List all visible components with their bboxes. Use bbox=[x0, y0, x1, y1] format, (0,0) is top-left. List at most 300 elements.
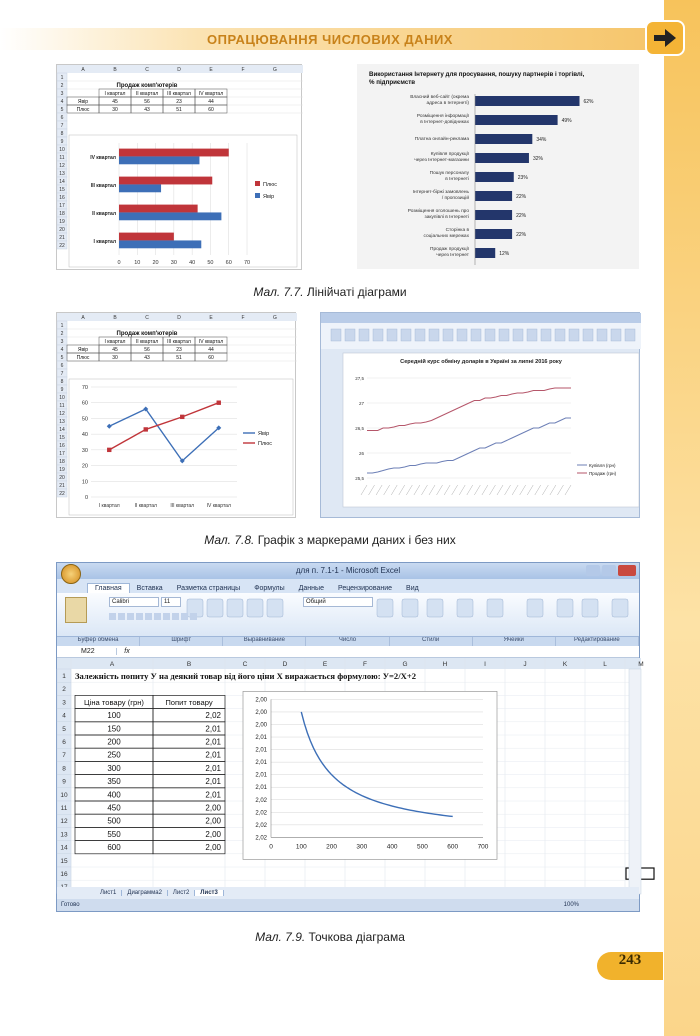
category-label: II квартал bbox=[92, 211, 116, 217]
cell-value: 45 bbox=[112, 99, 118, 105]
category-label: в Інтернет-довідниках bbox=[420, 120, 469, 125]
zoom-level[interactable]: 100% bbox=[563, 902, 579, 908]
ribbon-icon bbox=[247, 599, 263, 617]
ribbon-tab[interactable]: Вид bbox=[406, 585, 419, 592]
demand-value: 2,00 bbox=[205, 843, 221, 853]
sheet-tabs bbox=[57, 887, 639, 899]
font-size-select[interactable]: 11 bbox=[161, 597, 181, 607]
number-format-select[interactable]: Общий bbox=[303, 597, 373, 607]
x-tick-label: IV квартал bbox=[206, 503, 231, 509]
row-number: 4 bbox=[62, 712, 66, 720]
row-number: 18 bbox=[59, 211, 65, 217]
row-number: 12 bbox=[60, 818, 68, 826]
cell-value: 51 bbox=[176, 107, 182, 113]
row-number: 18 bbox=[59, 459, 65, 465]
ribbon-icon bbox=[625, 329, 635, 341]
x-tick-label: 50 bbox=[207, 260, 214, 266]
category-label: закупівлі в Інтернеті bbox=[424, 215, 469, 220]
fig77-num: Мал. 7.7. bbox=[253, 285, 304, 299]
bar bbox=[475, 153, 529, 163]
cell-value: 23 bbox=[176, 347, 182, 353]
header-label: IV квартал bbox=[198, 339, 224, 345]
excel-window-title: для п. 7.1-1 - Microsoft Excel bbox=[295, 566, 401, 575]
price-value: 300 bbox=[107, 763, 121, 773]
row-number: 22 bbox=[59, 491, 65, 497]
value-label: 62% bbox=[583, 99, 594, 105]
demand-value: 2,01 bbox=[205, 737, 221, 747]
chart-area bbox=[343, 353, 639, 507]
value-label: 23% bbox=[517, 175, 528, 181]
legend-label: Плюс bbox=[263, 182, 278, 188]
ribbon-icon bbox=[557, 599, 573, 617]
format-icon bbox=[154, 613, 161, 620]
demand-value: 2,01 bbox=[205, 763, 221, 773]
sales-table-title: Продаж комп'ютерів bbox=[116, 331, 178, 337]
row-number: 9 bbox=[62, 778, 66, 786]
y-tick-label: 40 bbox=[81, 432, 88, 439]
column-letter: L bbox=[603, 661, 607, 668]
row-number: 7 bbox=[62, 752, 66, 760]
y-tick-label: 2,02 bbox=[255, 810, 267, 817]
vertical-scrollbar bbox=[629, 669, 641, 894]
value-label: 22% bbox=[516, 194, 527, 200]
value-label: 22% bbox=[516, 232, 527, 238]
ribbon-group-label: Стили bbox=[390, 637, 473, 646]
bar-Явір bbox=[119, 184, 161, 192]
cell-value: 43 bbox=[144, 107, 150, 113]
column-letter: D bbox=[177, 315, 181, 321]
column-letter: G bbox=[273, 67, 277, 73]
bar-Плюс bbox=[119, 233, 174, 241]
ribbon-icon bbox=[457, 329, 467, 341]
row-number: 5 bbox=[60, 355, 64, 361]
marker bbox=[180, 415, 184, 419]
x-tick-label: 500 bbox=[416, 843, 428, 851]
demand-value: 2,01 bbox=[205, 777, 221, 787]
fig78-sheet bbox=[56, 312, 296, 518]
ribbon-groups bbox=[57, 637, 639, 646]
bar-Плюс bbox=[119, 149, 229, 157]
y-tick-label: 2,01 bbox=[255, 772, 267, 779]
x-tick-label: 30 bbox=[170, 260, 177, 266]
ribbon-icon bbox=[267, 599, 283, 617]
page-header-title: ОПРАЦЮВАННЯ ЧИСЛОВИХ ДАНИХ bbox=[207, 32, 453, 47]
x-tick-label: 100 bbox=[295, 843, 307, 851]
cell-value: 44 bbox=[208, 99, 214, 105]
demand-value: 2,00 bbox=[205, 816, 221, 826]
window-max-button[interactable] bbox=[602, 565, 616, 576]
ribbon-tab[interactable]: Данные bbox=[298, 585, 324, 592]
x-tick-label: III квартал bbox=[170, 503, 195, 509]
demand-header: Попит товару bbox=[165, 697, 213, 707]
category-label: III квартал bbox=[90, 183, 116, 189]
x-tick-label: 40 bbox=[189, 260, 196, 266]
x-tick-label: 400 bbox=[386, 843, 398, 851]
column-letter: H bbox=[442, 661, 448, 668]
marker bbox=[107, 448, 111, 452]
row-number: 21 bbox=[59, 483, 65, 489]
demand-value: 2,00 bbox=[205, 829, 221, 839]
ribbon-group-label: Шрифт bbox=[140, 637, 223, 646]
demand-value: 2,01 bbox=[205, 750, 221, 760]
marker bbox=[144, 427, 148, 431]
ribbon-icon bbox=[387, 329, 397, 341]
row-number: 1 bbox=[60, 75, 64, 81]
row-number: 12 bbox=[59, 411, 65, 417]
ribbon-icon bbox=[527, 599, 543, 617]
ribbon-icon bbox=[429, 329, 439, 341]
legend-label: Продаж (грн) bbox=[589, 471, 617, 476]
row-number: 1 bbox=[62, 673, 66, 680]
excel-window bbox=[56, 562, 644, 912]
value-label: 32% bbox=[532, 156, 543, 162]
category-label: Пошук персоналу bbox=[429, 171, 469, 176]
row-number: 7 bbox=[60, 123, 64, 129]
column-letter: C bbox=[145, 67, 149, 73]
format-icon bbox=[109, 613, 116, 620]
fx-icon[interactable]: fx bbox=[124, 648, 130, 655]
y-tick-label: 2,00 bbox=[255, 709, 267, 716]
ribbon-icon bbox=[569, 329, 579, 341]
category-label: / пропозицій bbox=[441, 196, 469, 201]
x-tick-label: 70 bbox=[243, 260, 251, 266]
row-number: 17 bbox=[59, 203, 65, 209]
column-letter: A bbox=[81, 67, 85, 73]
status-text: Готово bbox=[61, 902, 80, 908]
fig79-caption bbox=[0, 930, 660, 944]
format-icon bbox=[190, 613, 197, 620]
row-number: 13 bbox=[60, 831, 68, 839]
ribbon-icon bbox=[401, 329, 411, 341]
row-number: 4 bbox=[60, 347, 64, 353]
category-label: I квартал bbox=[93, 239, 116, 245]
row-number: 11 bbox=[59, 155, 65, 161]
y-tick-label: 25,5 bbox=[355, 476, 364, 481]
price-value: 550 bbox=[107, 829, 121, 839]
bar bbox=[475, 248, 495, 258]
chart-title-line2: % підприємств bbox=[369, 79, 416, 86]
ribbon-icon bbox=[485, 329, 495, 341]
ribbon-tab[interactable]: Разметка страницы bbox=[176, 585, 241, 592]
category-label: Продаж продукції bbox=[430, 247, 469, 252]
ribbon bbox=[57, 593, 639, 637]
bar bbox=[475, 229, 512, 239]
category-label: Сторінка в bbox=[445, 228, 469, 233]
y-tick-label: 2,01 bbox=[255, 760, 267, 767]
sheet-tab[interactable]: Лист1 bbox=[95, 890, 122, 896]
format-icon bbox=[118, 613, 125, 620]
y-tick-label: 10 bbox=[81, 479, 88, 486]
header-label: III квартал bbox=[167, 91, 191, 97]
price-value: 150 bbox=[107, 724, 121, 734]
window-titlebar bbox=[321, 313, 641, 323]
cell-value: 60 bbox=[208, 107, 214, 113]
bar bbox=[475, 96, 580, 106]
ribbon-icon bbox=[597, 329, 607, 341]
header-label: II квартал bbox=[135, 91, 159, 97]
ribbon-icon bbox=[227, 599, 243, 617]
demand-value: 2,01 bbox=[205, 724, 221, 734]
cell-value: 56 bbox=[144, 347, 150, 353]
row-number: 16 bbox=[60, 871, 68, 878]
fig79-num: Мал. 7.9. bbox=[255, 930, 306, 944]
bar-Плюс bbox=[119, 177, 212, 185]
bar-Плюс bbox=[119, 205, 198, 213]
ribbon-icon bbox=[582, 599, 598, 617]
row-number: 13 bbox=[59, 419, 65, 425]
arrow-right-icon bbox=[652, 28, 678, 48]
row-number: 15 bbox=[59, 435, 65, 441]
ribbon-tab[interactable]: Вставка bbox=[136, 585, 163, 592]
row-number: 11 bbox=[59, 403, 65, 409]
cell-value: 43 bbox=[144, 355, 150, 361]
y-tick-label: 2,01 bbox=[255, 747, 267, 754]
ribbon-icon bbox=[373, 329, 383, 341]
row-number: 10 bbox=[59, 395, 65, 401]
price-header: Ціна товару (грн) bbox=[84, 697, 144, 707]
excel-grid bbox=[57, 658, 644, 894]
header-label: I квартал bbox=[104, 339, 126, 345]
y-tick-label: 27,5 bbox=[355, 376, 364, 381]
next-arrow-button[interactable] bbox=[645, 20, 685, 56]
ribbon-icon bbox=[443, 329, 453, 341]
ribbon-tab[interactable]: Главная bbox=[87, 583, 130, 593]
ribbon-icon bbox=[612, 599, 628, 617]
bar bbox=[475, 172, 514, 182]
sheet-heading: Залежність попиту У на деякий товар від його ціни Х виражається формулою: У=2/Х+2 bbox=[75, 671, 417, 681]
ribbon-icons bbox=[57, 593, 641, 637]
ribbon-icon bbox=[555, 329, 565, 341]
chart-area bbox=[69, 379, 293, 515]
ribbon-group-label: Выравнивание bbox=[223, 637, 306, 646]
value-label: 34% bbox=[536, 137, 547, 143]
legend-label: Купівля (грн) bbox=[589, 463, 616, 468]
category-label: Платна онлайн-реклама bbox=[414, 137, 469, 142]
y-tick-label: 2,00 bbox=[255, 697, 267, 704]
y-tick-label: 50 bbox=[81, 416, 88, 423]
category-label: соціальних мережах bbox=[423, 234, 469, 239]
row-name: Плюс bbox=[76, 355, 90, 361]
row-number: 2 bbox=[60, 331, 64, 337]
row-number: 9 bbox=[60, 139, 64, 145]
x-tick-label: 300 bbox=[356, 843, 368, 851]
ribbon-icon bbox=[611, 329, 621, 341]
demand-value: 2,00 bbox=[205, 803, 221, 813]
header-label: III квартал bbox=[167, 339, 191, 345]
bar bbox=[475, 210, 512, 220]
category-label: Купівля продукції bbox=[430, 152, 469, 157]
row-number: 6 bbox=[60, 115, 64, 121]
ribbon-icon bbox=[402, 599, 418, 617]
row-number: 3 bbox=[62, 699, 66, 707]
row-number: 19 bbox=[59, 467, 65, 473]
row-number: 6 bbox=[62, 739, 66, 746]
window-min-button[interactable] bbox=[586, 565, 600, 576]
row-number: 1 bbox=[60, 323, 64, 329]
ribbon-tab[interactable]: Формулы bbox=[254, 585, 285, 592]
row-number: 9 bbox=[60, 387, 64, 393]
row-number: 20 bbox=[59, 475, 65, 481]
column-letter: A bbox=[81, 315, 85, 321]
exchange-rate-window bbox=[320, 312, 640, 518]
row-name: Плюс bbox=[76, 107, 90, 113]
y-tick-label: 26 bbox=[358, 451, 364, 456]
row-number: 14 bbox=[60, 844, 68, 852]
cell-value: 30 bbox=[112, 107, 118, 113]
category-label: в Інтернеті bbox=[445, 177, 469, 182]
internet-usage-chart bbox=[357, 64, 639, 269]
ribbon-icon bbox=[527, 329, 537, 341]
row-number: 8 bbox=[60, 379, 64, 385]
x-tick-label: 10 bbox=[134, 260, 141, 266]
fig77-sheet-svg bbox=[57, 65, 303, 271]
format-icon bbox=[181, 613, 188, 620]
value-label: 22% bbox=[516, 213, 527, 219]
ribbon-icon bbox=[513, 329, 523, 341]
chart-title-line1: Використання Інтернету для просування, пошуку партнерів і торгівлі, bbox=[369, 71, 585, 78]
row-number: 12 bbox=[59, 163, 65, 169]
fig78-text: Графік з маркерами даних і без них bbox=[257, 533, 456, 547]
row-number: 7 bbox=[60, 371, 64, 377]
window-close-button[interactable] bbox=[618, 565, 636, 576]
formula-bar bbox=[57, 646, 639, 658]
sheet-tab[interactable]: Лист2 bbox=[168, 890, 195, 896]
price-value: 600 bbox=[107, 843, 121, 853]
bar bbox=[475, 115, 558, 125]
x-tick-label: 700 bbox=[477, 843, 489, 851]
sheet-tab[interactable]: Диаграмма2 bbox=[122, 890, 168, 896]
row-number: 19 bbox=[59, 219, 65, 225]
sheet-tab[interactable]: Лист3 bbox=[195, 890, 224, 896]
font-name-select[interactable]: Calibri bbox=[109, 597, 159, 607]
row-number: 15 bbox=[60, 857, 68, 865]
row-number: 16 bbox=[59, 195, 65, 201]
y-tick-label: 60 bbox=[81, 400, 88, 407]
fig78-sheet-svg bbox=[57, 313, 297, 519]
status-bar bbox=[57, 899, 639, 911]
price-value: 200 bbox=[107, 737, 121, 747]
cell-value: 30 bbox=[112, 355, 118, 361]
column-letter: F bbox=[241, 67, 245, 73]
bar-Явір bbox=[119, 240, 201, 248]
column-letter: B bbox=[113, 315, 117, 321]
bar bbox=[475, 191, 512, 201]
row-number: 4 bbox=[60, 99, 64, 105]
header-label: I квартал bbox=[104, 91, 126, 97]
ribbon-icon bbox=[207, 599, 223, 617]
column-letter: E bbox=[209, 67, 213, 73]
legend-swatch bbox=[255, 181, 260, 186]
price-value: 450 bbox=[107, 803, 121, 813]
row-number: 13 bbox=[59, 171, 65, 177]
row-number: 20 bbox=[59, 227, 65, 233]
column-letter: B bbox=[186, 661, 192, 668]
x-tick-label: 200 bbox=[326, 843, 338, 851]
x-tick-label: 600 bbox=[447, 843, 459, 851]
header-label: IV квартал bbox=[198, 91, 224, 97]
price-value: 250 bbox=[107, 750, 121, 760]
row-name: Явір bbox=[77, 347, 89, 353]
cell-value: 51 bbox=[176, 355, 182, 361]
column-letter: C bbox=[242, 661, 248, 668]
y-tick-label: 30 bbox=[81, 447, 88, 454]
column-letter: F bbox=[363, 661, 367, 668]
ribbon-tab[interactable]: Рецензирование bbox=[337, 585, 393, 592]
row-number: 10 bbox=[60, 791, 68, 799]
formula-input[interactable] bbox=[137, 647, 639, 657]
y-tick-label: 2,01 bbox=[255, 785, 267, 792]
ribbon-icon bbox=[541, 329, 551, 341]
bar-Явір bbox=[119, 212, 221, 220]
ribbon-group-label: Число bbox=[306, 637, 389, 646]
y-tick-label: 20 bbox=[81, 463, 88, 470]
ribbon-tabs bbox=[57, 579, 639, 593]
price-value: 100 bbox=[107, 711, 121, 721]
row-number: 14 bbox=[59, 179, 65, 185]
category-label: IV квартал bbox=[90, 155, 116, 161]
marker bbox=[217, 401, 221, 405]
category-label: Розміщення оголошень про bbox=[407, 209, 469, 214]
fig77-sheet bbox=[56, 64, 302, 270]
y-tick-label: 27 bbox=[358, 401, 364, 406]
ribbon-group-label: Буфер обмена bbox=[57, 637, 140, 646]
row-number: 2 bbox=[60, 83, 64, 89]
cell-value: 44 bbox=[208, 347, 214, 353]
category-label: Розміщення інформації bbox=[416, 114, 469, 119]
column-letter: B bbox=[113, 67, 117, 73]
ribbon-icon bbox=[415, 329, 425, 341]
format-icon bbox=[136, 613, 143, 620]
row-number: 10 bbox=[59, 147, 65, 153]
column-letter: E bbox=[209, 315, 213, 321]
fig77-caption bbox=[0, 285, 660, 299]
side-strip bbox=[664, 0, 700, 1036]
row-number: 3 bbox=[60, 339, 64, 345]
column-letter: K bbox=[562, 661, 568, 668]
ribbon-icon bbox=[499, 329, 509, 341]
sales-table-title: Продаж комп'ютерів bbox=[116, 83, 178, 89]
header-label: II квартал bbox=[135, 339, 159, 345]
fig77-text: Лінійчаті діаграми bbox=[306, 285, 407, 299]
cell-value: 45 bbox=[112, 347, 118, 353]
page-number: 243 bbox=[597, 952, 663, 980]
internet-usage-svg bbox=[357, 64, 639, 269]
price-value: 500 bbox=[107, 816, 121, 826]
value-label: 49% bbox=[561, 118, 572, 124]
row-number: 17 bbox=[59, 451, 65, 457]
y-tick-label: 2,02 bbox=[255, 822, 267, 829]
row-number: 5 bbox=[60, 107, 64, 113]
legend-swatch bbox=[255, 193, 260, 198]
ribbon-icon bbox=[583, 329, 593, 341]
bar-Явір bbox=[119, 156, 199, 164]
excel-title-bar bbox=[57, 563, 639, 579]
ribbon-icon bbox=[427, 599, 443, 617]
ribbon-icon bbox=[457, 599, 473, 617]
column-letter: D bbox=[282, 661, 288, 668]
row-number: 2 bbox=[62, 686, 66, 694]
name-box[interactable]: M22 bbox=[57, 648, 117, 655]
category-label: Інтернет-біржі замовлень bbox=[412, 190, 469, 195]
column-letter: D bbox=[177, 67, 181, 73]
office-button[interactable] bbox=[61, 564, 81, 584]
ribbon-icon bbox=[377, 599, 393, 617]
column-letter: C bbox=[145, 315, 149, 321]
category-label: через Інтернет-магазини bbox=[414, 158, 469, 163]
column-letter: I bbox=[484, 661, 486, 668]
cell-value: 60 bbox=[208, 355, 214, 361]
value-label: 12% bbox=[499, 251, 510, 257]
